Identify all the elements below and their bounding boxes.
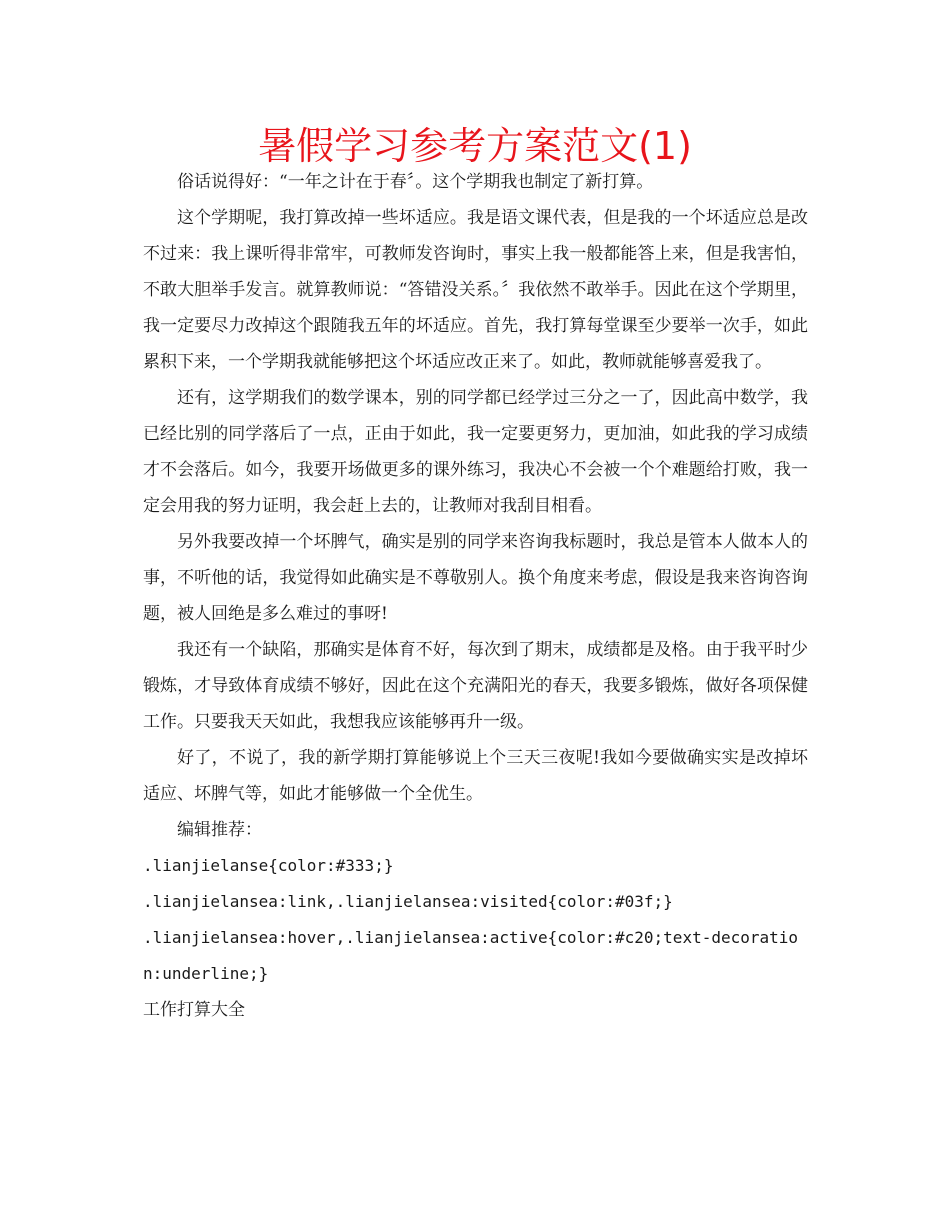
document-body — [143, 164, 808, 1028]
footer-link-text[interactable]: 工作打算大全 — [143, 1000, 245, 1020]
editor-recommend-label: 编辑推荐： — [177, 820, 262, 840]
paragraph-6: 好了，不说了，我的新学期打算能够说上个三天三夜呢!我如今要做确实实是改掉坏适应、坏脾气等，如此才能够做一个全优生。 — [143, 748, 808, 804]
paragraph-4: 另外我要改掉一个坏脾气，确实是别的同学来咨询我标题时，我总是管本人做本人的事，不听他的话，我觉得如此确实是不尊敬别人。换个角度来考虑，假设是我来咨询咨询题，被人回绝是多么难过的事呀! — [143, 532, 808, 624]
page-title: 暑假学习参考方案范文(1) — [258, 124, 692, 168]
paragraph-3: 还有，这学期我们的数学课本，别的同学都已经学过三分之一了，因此高中数学，我已经比别的同学落后了一点，正由于如此，我一定要更努力，更加油，如此我的学习成绩才不会落后。如今，我要开场做更多的课外练习，我决心不会被一个个难题给打败，我一定会用我的努力证明，我会赶上去的，让教师对我刮目相看。 — [143, 388, 808, 516]
paragraph-2: 这个学期呢，我打算改掉一些坏适应。我是语文课代表，但是我的一个坏适应总是改不过来：我上课听得非常牢，可教师发咨询时，事实上我一般都能答上来，但是我害怕，不敢大胆举手发言。就算教师说：“答错没关系。〞我依然不敢举手。因此在这个学期里，我一定要尽力改掉这个跟随我五年的坏适应。首先，我打算每堂课至少要举一次手，如此累积下来，一个学期我就能够把这个坏适应改正来了。如此，教师就能够喜爱我了。 — [143, 208, 808, 372]
paragraph-5: 我还有一个缺陷，那确实是体育不好，每次到了期末，成绩都是及格。由于我平时少锻炼，才导致体育成绩不够好，因此在这个充满阳光的春天，我要多锻炼，做好各项保健工作。只要我天天如此，我想我应该能够再升一级。 — [143, 640, 808, 732]
css-code-line-1: .lianjielanse{color:#333;} — [143, 856, 394, 875]
css-code-line-3: .lianjielansea:hover,.lianjielansea:active{color:#c20;text-decoration:underline;} — [143, 928, 799, 983]
paragraph-1: 俗话说得好：“一年之计在于春〞。这个学期我也制定了新打算。 — [177, 172, 654, 192]
css-code-line-2: .lianjielansea:link,.lianjielansea:visited{color:#03f;} — [143, 892, 673, 911]
